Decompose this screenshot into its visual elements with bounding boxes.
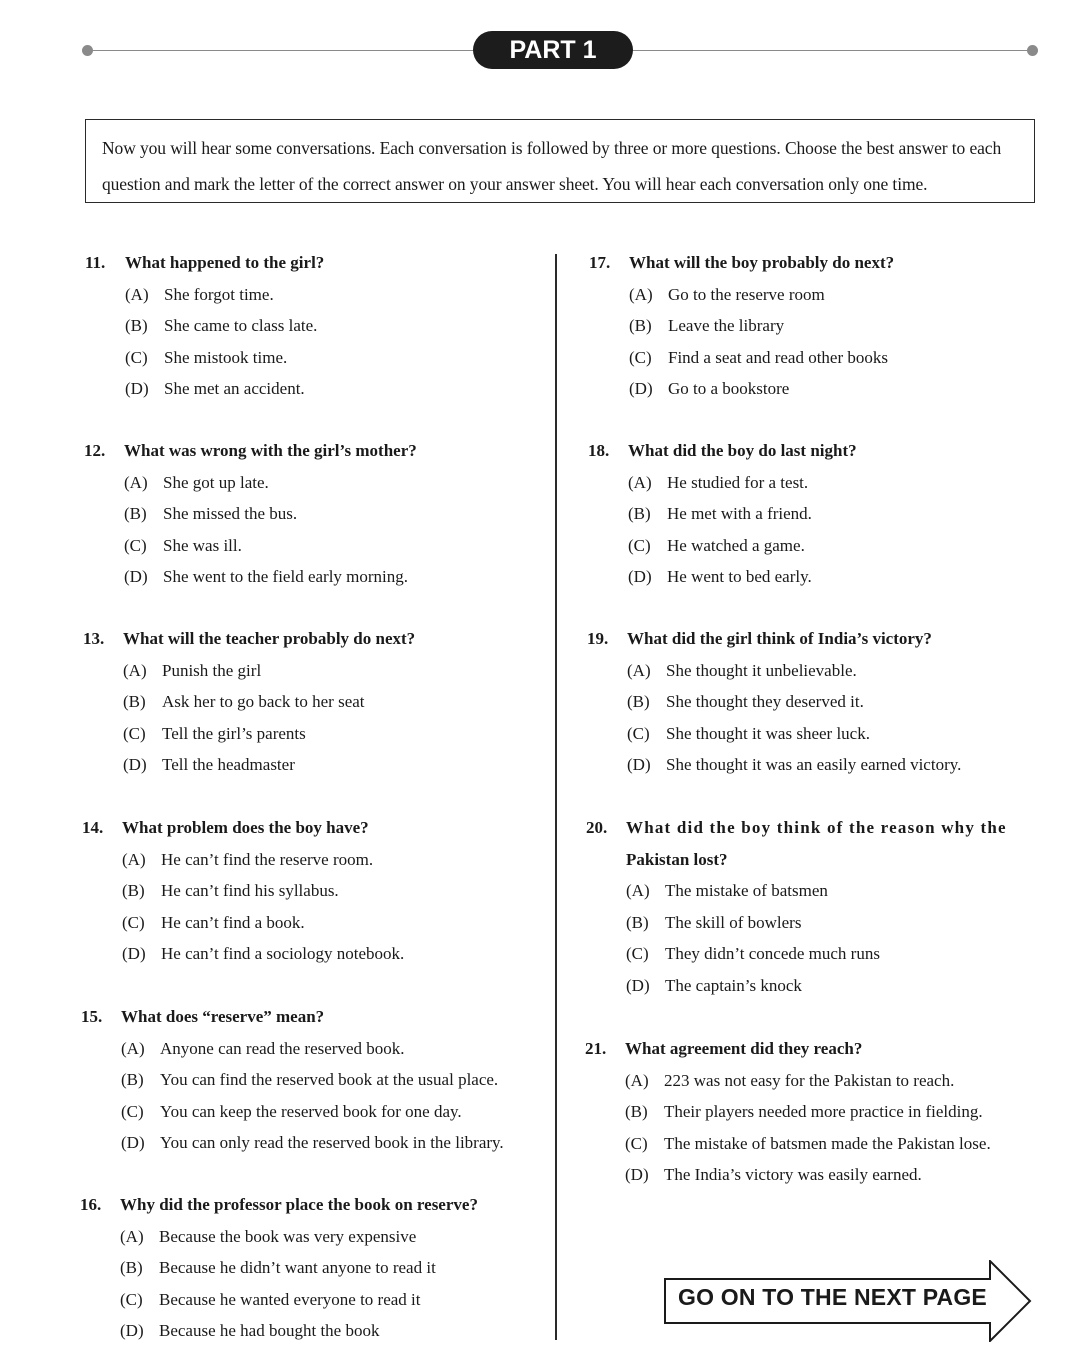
- option-a[interactable]: (A) Because the book was very expensive: [120, 1226, 417, 1246]
- question-20: [586, 812, 1007, 1001]
- question-text: What will the teacher probably do next?: [123, 629, 416, 648]
- option-b[interactable]: (B) He can’t find his syllabus.: [122, 881, 339, 900]
- option-c[interactable]: (C) He can’t find a book.: [122, 912, 305, 932]
- option-d[interactable]: (D) Because he had bought the book: [120, 1321, 380, 1340]
- question-21: [585, 1033, 991, 1191]
- question-number: 15.: [81, 1007, 103, 1026]
- question-number: 13.: [83, 629, 105, 648]
- option-b[interactable]: (B) Because he didn’t want anyone to read it: [120, 1258, 436, 1277]
- option-d[interactable]: (D) You can only read the reserved book in the library.: [121, 1133, 504, 1152]
- header-rule-dot-left: [82, 45, 93, 56]
- header-rule-dot-right: [1027, 45, 1038, 56]
- question-12: [84, 435, 417, 593]
- question-13: [83, 623, 415, 781]
- option-a[interactable]: (A) She forgot time.: [125, 284, 274, 304]
- option-c[interactable]: (C) Find a seat and read other books: [629, 347, 888, 367]
- question-text: What agreement did they reach?: [625, 1039, 863, 1058]
- option-c[interactable]: (C) She mistook time.: [125, 347, 288, 367]
- option-b[interactable]: (B) Ask her to go back to her seat: [123, 692, 365, 711]
- option-d[interactable]: (D) Go to a bookstore: [629, 379, 790, 398]
- question-18: [588, 435, 857, 593]
- question-number: 12.: [84, 441, 106, 460]
- option-b[interactable]: (B) She thought they deserved it.: [627, 692, 864, 711]
- option-b[interactable]: (B) She missed the bus.: [124, 504, 298, 523]
- option-a[interactable]: (A) Anyone can read the reserved book.: [121, 1038, 405, 1058]
- option-b[interactable]: (B) He met with a friend.: [628, 504, 812, 523]
- question-14: [82, 812, 404, 970]
- question-text: What did the boy think of the reason why the: [626, 818, 1007, 837]
- question-text: What happened to the girl?: [125, 253, 325, 272]
- next-page-arrow: [664, 1260, 1032, 1342]
- option-a[interactable]: (A) She got up late.: [124, 472, 269, 492]
- question-number: 11.: [85, 253, 106, 272]
- option-a[interactable]: (A) Go to the reserve room: [629, 284, 825, 304]
- option-c[interactable]: (C) You can keep the reserved book for one day.: [121, 1101, 462, 1121]
- option-d[interactable]: (D) She went to the field early morning.: [124, 567, 409, 586]
- option-b[interactable]: (B) You can find the reserved book at the usual place.: [121, 1070, 499, 1089]
- option-c[interactable]: (C) Because he wanted everyone to read it: [120, 1289, 421, 1309]
- column-divider: [555, 254, 557, 1340]
- option-d[interactable]: (D) She met an accident.: [125, 379, 305, 398]
- option-b[interactable]: (B) She came to class late.: [125, 316, 318, 335]
- question-text: What was wrong with the girl’s mother?: [124, 441, 417, 460]
- option-c[interactable]: (C) She was ill.: [124, 535, 242, 555]
- question-text: What did the boy do last night?: [628, 441, 857, 460]
- question-text: What will the boy probably do next?: [629, 253, 895, 272]
- question-number: 20.: [586, 818, 608, 837]
- option-b[interactable]: (B) Leave the library: [629, 316, 785, 335]
- option-a[interactable]: (A) He can’t find the reserve room.: [122, 849, 374, 869]
- option-a[interactable]: (A) He studied for a test.: [628, 472, 809, 492]
- question-text: What problem does the boy have?: [122, 818, 369, 837]
- question-number: 18.: [588, 441, 610, 460]
- option-a[interactable]: (A) 223 was not easy for the Pakistan to reach.: [625, 1070, 955, 1090]
- question-16: [80, 1189, 478, 1347]
- option-d[interactable]: (D) The captain’s knock: [626, 975, 802, 995]
- option-a[interactable]: (A) Punish the girl: [123, 660, 262, 680]
- question-number: 16.: [80, 1195, 102, 1214]
- option-d[interactable]: (D) He went to bed early.: [628, 567, 812, 586]
- part-label: PART 1: [473, 31, 633, 69]
- question-text: Why did the professor place the book on reserve?: [120, 1195, 478, 1214]
- instructions-box: Now you will hear some conversations. Each conversation is followed by three or more questions. Choose the best answer to each question and mark the letter of the correct answer on your answer sheet. You will hear each conversation only one time.: [85, 119, 1035, 203]
- option-a[interactable]: (A) The mistake of batsmen: [626, 881, 828, 900]
- question-text: What did the girl think of India’s victory?: [627, 629, 932, 648]
- question-number: 17.: [589, 253, 611, 272]
- option-d[interactable]: (D) He can’t find a sociology notebook.: [122, 944, 405, 963]
- question-19: [587, 623, 961, 781]
- question-text-continued: Pakistan lost?: [626, 849, 728, 869]
- next-page-label: GO ON TO THE NEXT PAGE: [678, 1284, 987, 1310]
- option-c[interactable]: (C) The mistake of batsmen made the Pakistan lose.: [625, 1133, 991, 1153]
- question-text: What does “reserve” mean?: [121, 1007, 325, 1026]
- option-c[interactable]: (C) She thought it was sheer luck.: [627, 723, 870, 743]
- option-d[interactable]: (D) Tell the headmaster: [123, 755, 295, 774]
- option-a[interactable]: (A) She thought it unbelievable.: [627, 660, 857, 680]
- question-15: [81, 1001, 504, 1159]
- option-c[interactable]: (C) They didn’t concede much runs: [626, 944, 880, 963]
- option-b[interactable]: (B) Their players needed more practice in fielding.: [625, 1102, 983, 1121]
- question-number: 14.: [82, 818, 104, 837]
- option-c[interactable]: (C) He watched a game.: [628, 535, 805, 555]
- question-number: 19.: [587, 629, 609, 648]
- option-d[interactable]: (D) The India’s victory was easily earned.: [625, 1165, 922, 1184]
- question-number: 21.: [585, 1039, 607, 1058]
- option-b[interactable]: (B) The skill of bowlers: [626, 912, 802, 932]
- option-d[interactable]: (D) She thought it was an easily earned victory.: [627, 755, 962, 774]
- question-11: [85, 247, 324, 405]
- question-17: [589, 247, 894, 405]
- option-c[interactable]: (C) Tell the girl’s parents: [123, 723, 306, 743]
